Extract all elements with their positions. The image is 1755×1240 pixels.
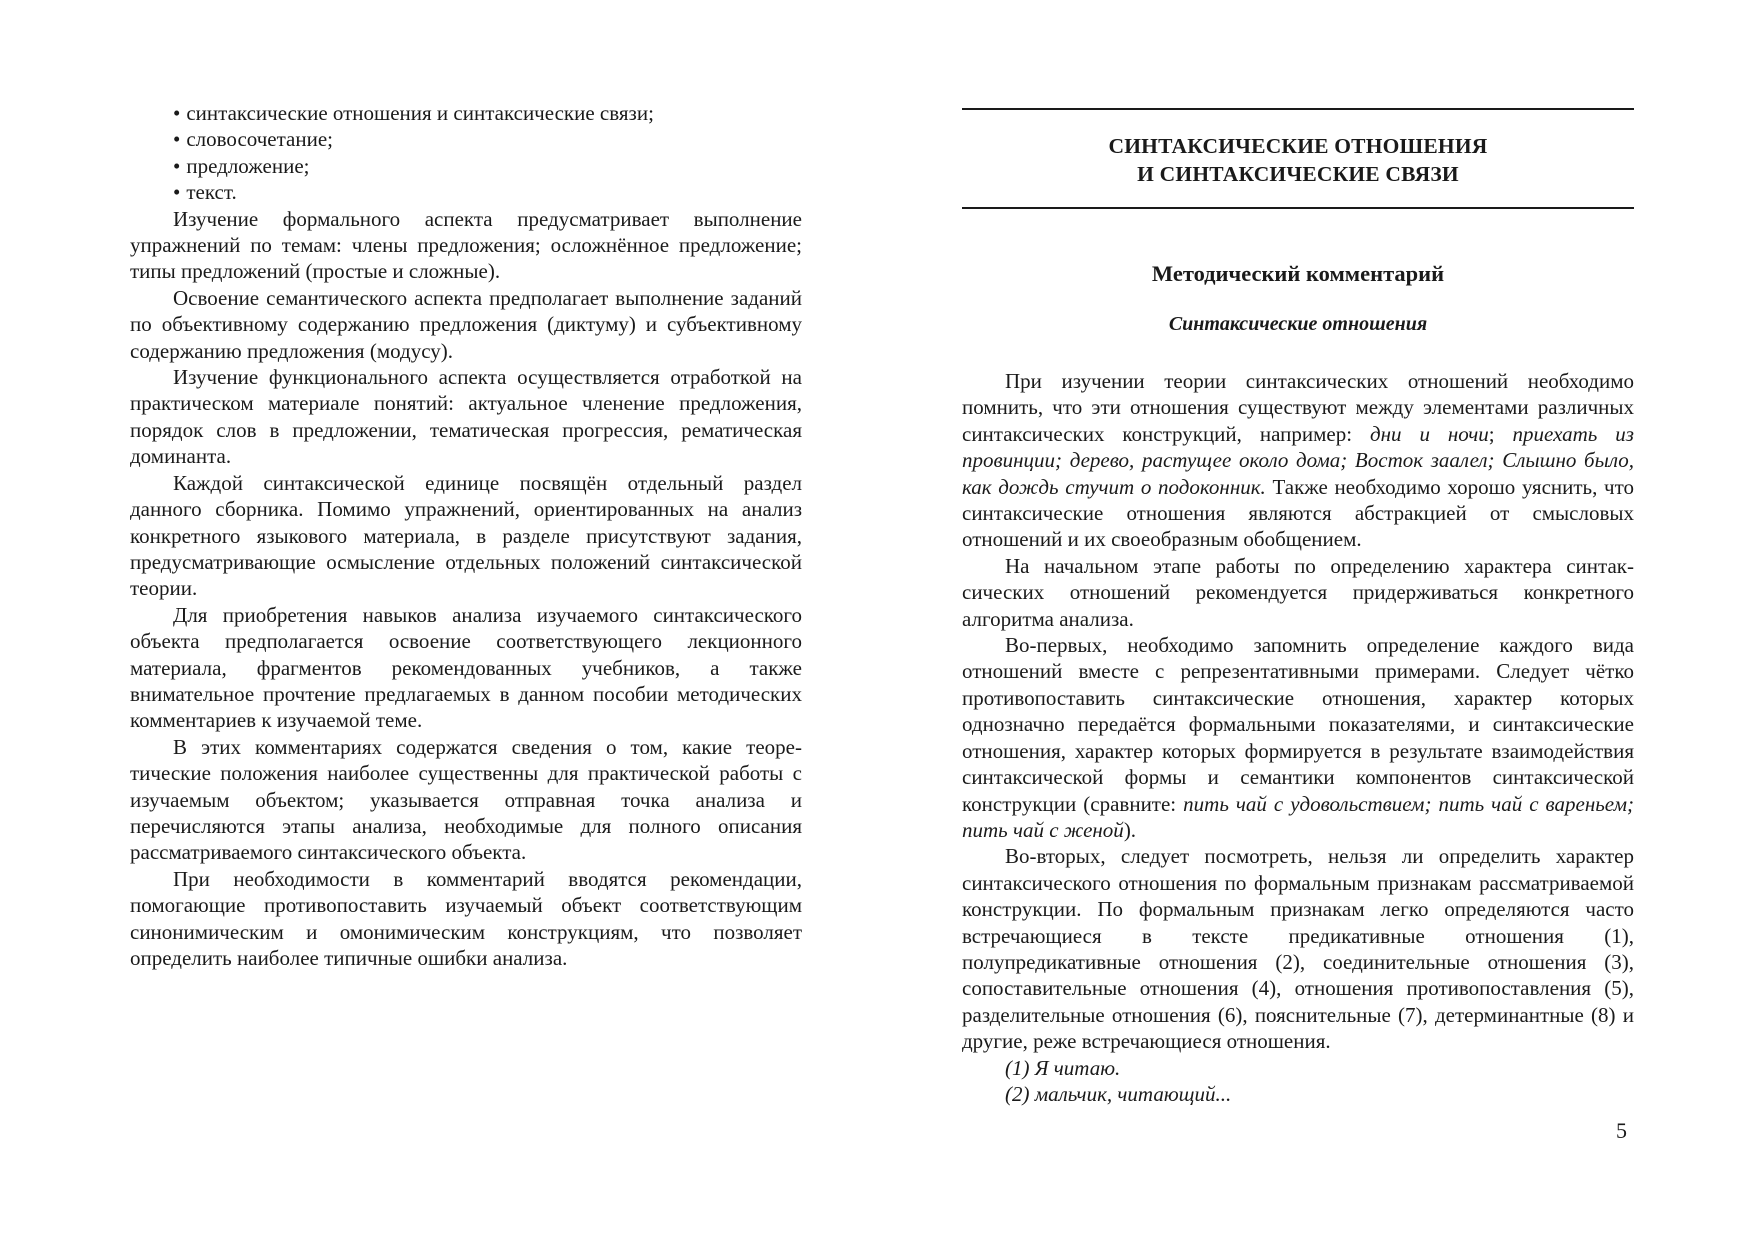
paragraph: В этих комментариях содержатся сведения о том, какие теоретические положения наиболее существенны для практической работы с изучаемым объектом; указывается отправная точка анализа и перечисляются этапы анализа, необходимые для полного описания рассматриваемого синтаксического объекта. bbox=[130, 734, 802, 865]
section-title: Методический комментарий bbox=[1151, 261, 1445, 286]
paragraph: Освоение семантического аспекта предполагает выполнение заданий по объективному содержанию предложения (диктуму) и субъективному содержанию предложения (модусу). bbox=[130, 285, 802, 363]
example-text: пить чай с удовольствием; пить чай с вареньем; пить чай с женой bbox=[962, 791, 1634, 842]
paragraph: Изучение формального аспекта предусматривает выполнение упражнений по темам: члены предложения; осложнённое предложение; типы предложений (простые и сложные). bbox=[130, 206, 802, 284]
paragraph: Изучение функционального аспекта осуществляется отработкой на практическом материале понятий: актуальное членение предложения, порядок слов в предложении, тематическая прогрессия, рематическая доминанта. bbox=[130, 365, 802, 469]
paragraph: При необходимости в комментарий вводятся рекомендации, помогающие противопоставить изучаемый объект соответствующим синонимическим и омонимическим конструкциям, что позволяет определить наиболее типичные ошибки анализа. bbox=[130, 866, 802, 970]
bullet-icon: • bbox=[173, 153, 181, 178]
bullet-item: • предложение; bbox=[173, 153, 310, 178]
paragraph: Каждой синтаксической единице посвящён отдельный раздел данного сборника. Помимо упражнений, ориентированных на анализ конкретного языкового материала, в разделе присутствуют задания, предусматривающие осмысление отдельных положений синтаксической теории. bbox=[130, 470, 802, 601]
subsection-title: Синтаксические отношения bbox=[1168, 313, 1428, 335]
chapter-title: СИНТАКСИЧЕСКИЕ ОТНОШЕНИЯ И СИНТАКСИЧЕСКИЕ СВЯЗИ bbox=[1108, 134, 1488, 186]
bullet-item: • текст. bbox=[173, 180, 237, 205]
bullet-icon: • bbox=[173, 101, 181, 125]
example-text: дни и ночи bbox=[1369, 421, 1489, 446]
paragraph: Во-первых, необходимо запомнить определение каждого вида отношений вместе с репрезентативными примерами. Следует чётко противопоставить синтаксические отношения, характер которых однозначно передаётся формальными показателями, и синтаксические отношения, характер которых формируется в результате взаимодействия синтаксической формы и семантики компонентов синтаксической конструкции (сравните: пить чай с удовольствием; пить чай с вареньем; пить чай с женой). bbox=[962, 633, 1634, 842]
top-rule bbox=[962, 108, 1634, 110]
right-page bbox=[962, 108, 1634, 1107]
example-text: приехать из провинции; дерево, растущее около дома; Восток заалел; Слышно было, как дождь стучит о подоконник. bbox=[962, 421, 1634, 499]
bullet-item: • синтаксические отношения и синтаксические связи; bbox=[173, 101, 654, 125]
bullet-item: • словосочетание; bbox=[173, 127, 334, 152]
paragraph: Для приобретения навыков анализа изучаемого синтаксического объекта предполагается освоение соответствующего лекционного материала, фрагментов рекомендованных учебников, а также внимательное прочтение предлагаемых в данном пособии методических комментариев к изучаемой теме. bbox=[130, 602, 802, 733]
bottom-rule bbox=[962, 207, 1634, 209]
example-line: (2) мальчик, читающий... bbox=[1005, 1081, 1232, 1106]
paragraph: При изучении теории синтаксических отношений необходимо помнить, что эти отношения существуют между элементами различных синтаксических конструкций, например: дни и ночи; приехать из провинции; дерево, растущее около дома; Восток заалел; Слышно было, как дождь стучит о подоконник. Также необходимо хорошо уяснить, что синтаксические отношения являются абстракцией от смысловых отношений и их своеобразным обобщением. bbox=[962, 369, 1634, 552]
left-page bbox=[130, 100, 802, 971]
paragraph: На начальном этапе работы по определению характера синтаксических отношений рекомендуется придерживаться конкретного алгоритма анализа. bbox=[962, 553, 1634, 631]
bullet-icon: • bbox=[173, 127, 181, 152]
paragraph: Во-вторых, следует посмотреть, нельзя ли определить характер синтаксического отношения по формальным признакам рассматриваемой конструкции. По формальным признакам легко определяются часто встречающиеся в тексте предикативные отношения (1), полупредикативные отношения (2), соединительные отношения (3), сопоставительные отношения (4), отношения противопоставления (5), разделительные отношения (6), пояснительные (7), детерминантные (8) и другие, реже встречающиеся отношения. bbox=[962, 844, 1634, 1054]
example-line: (1) Я читаю. bbox=[1005, 1055, 1121, 1080]
page-number: 5 bbox=[1616, 1118, 1627, 1143]
bullet-icon: • bbox=[173, 180, 181, 205]
